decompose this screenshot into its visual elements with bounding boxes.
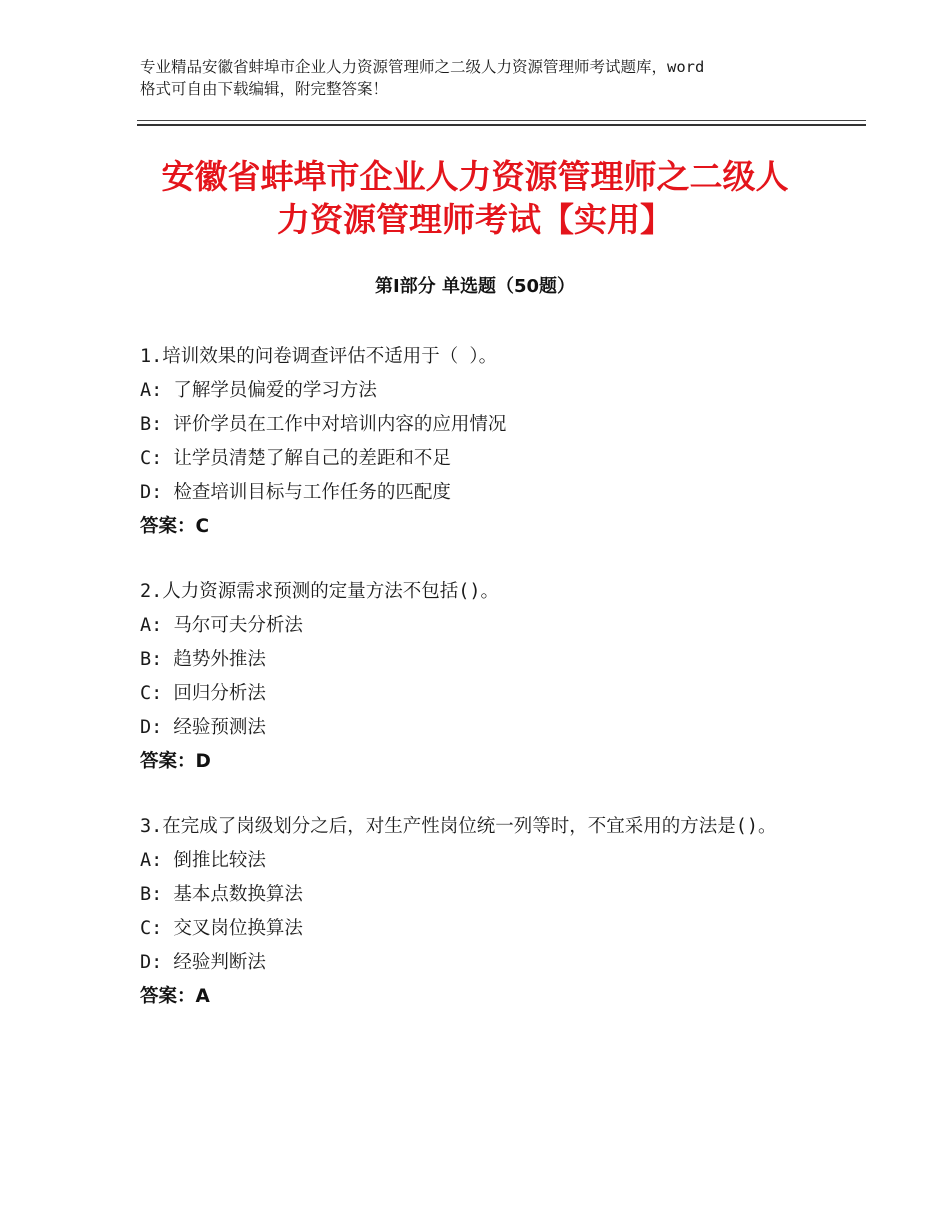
question-stem: 3.在完成了岗级划分之后，对生产性岗位统一列等时，不宜采用的方法是()。 — [140, 816, 777, 837]
option-a: A: 了解学员偏爱的学习方法 — [140, 380, 377, 401]
question-item — [140, 340, 820, 544]
header-divider-thin — [137, 120, 866, 121]
option-c: C: 让学员清楚了解自己的差距和不足 — [140, 448, 451, 469]
question-item — [140, 810, 820, 1014]
document-title-line-2: 力资源管理师考试【实用】 — [277, 200, 673, 239]
question-answer: 答案：A — [140, 986, 210, 1007]
option-d: D: 经验预测法 — [140, 717, 266, 738]
section-title: 第Ⅰ部分 单选题（50题） — [374, 276, 575, 297]
document-title-line-1: 安徽省蚌埠市企业人力资源管理师之二级人 — [161, 157, 789, 196]
question-stem: 2.人力资源需求预测的定量方法不包括()。 — [140, 581, 500, 602]
option-c: C: 交叉岗位换算法 — [140, 918, 303, 939]
document-title — [120, 155, 830, 241]
question-item — [140, 575, 820, 779]
question-list — [140, 340, 820, 1045]
option-b: B: 评价学员在工作中对培训内容的应用情况 — [140, 414, 507, 435]
option-b: B: 基本点数换算法 — [140, 884, 303, 905]
option-a: A: 倒推比较法 — [140, 850, 266, 871]
header-note-line-2: 格式可自由下载编辑，附完整答案！ — [140, 80, 389, 98]
option-a: A: 马尔可夫分析法 — [140, 615, 303, 636]
option-b: B: 趋势外推法 — [140, 649, 266, 670]
option-c: C: 回归分析法 — [140, 683, 266, 704]
header-divider-thick — [137, 124, 866, 126]
question-answer: 答案：C — [140, 516, 210, 537]
question-answer: 答案：D — [140, 751, 211, 772]
question-stem: 1.培训效果的问卷调查评估不适用于（ ）。 — [140, 346, 498, 367]
option-d: D: 经验判断法 — [140, 952, 266, 973]
header-note — [140, 56, 840, 100]
header-note-line-1: 专业精品安徽省蚌埠市企业人力资源管理师之二级人力资源管理师考试题库，word — [140, 58, 705, 76]
option-d: D: 检查培训目标与工作任务的匹配度 — [140, 482, 451, 503]
